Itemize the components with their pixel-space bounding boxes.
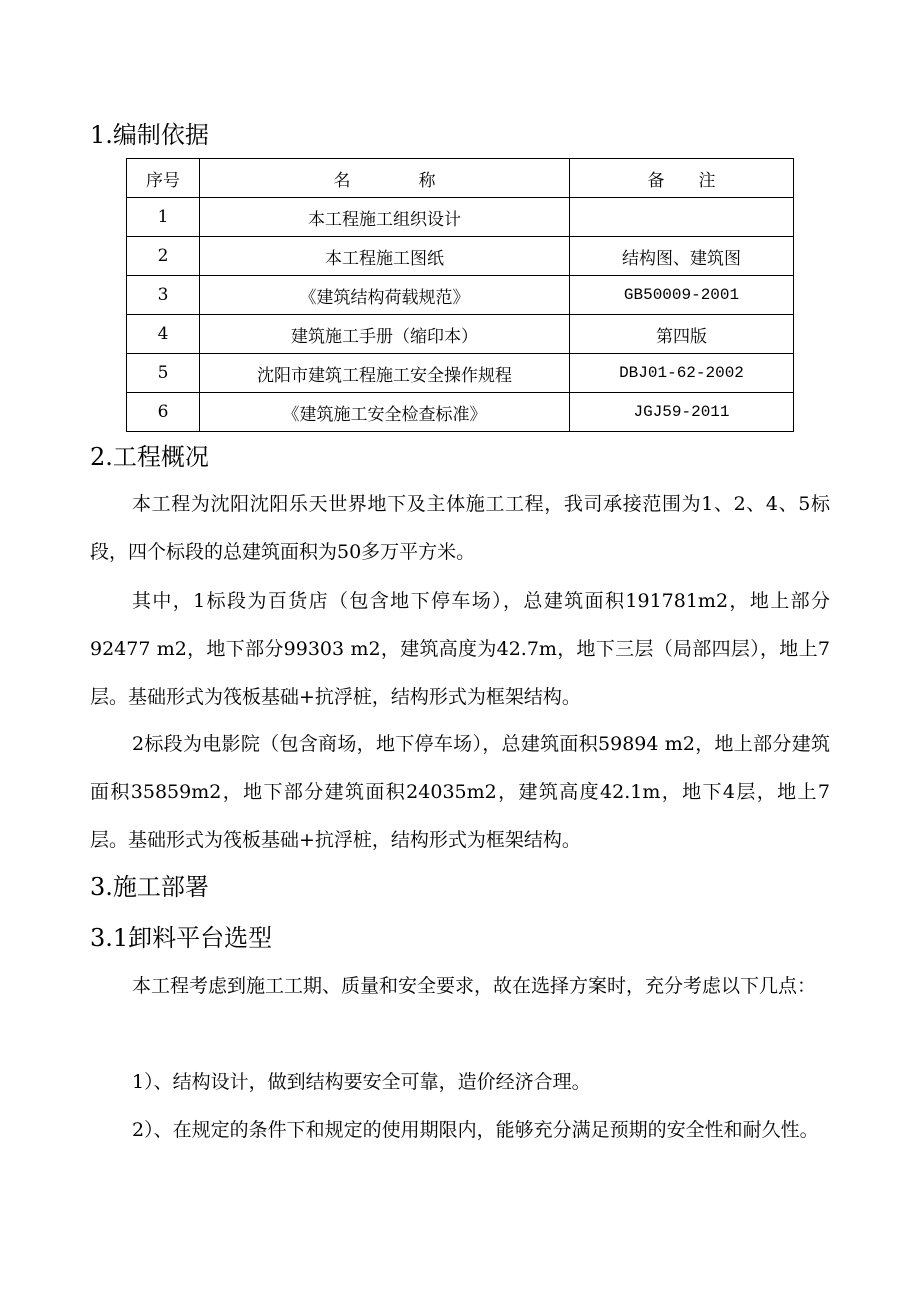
consideration-item-2: 2）、在规定的条件下和规定的使用期限内，能够充分满足预期的安全性和耐久性。	[132, 1119, 819, 1141]
row-name: 建筑施工手册（缩印本）	[200, 315, 570, 354]
table-row	[127, 237, 794, 276]
row-name: 《建筑结构荷载规范》	[200, 276, 570, 315]
deployment-paragraph: 本工程考虑到施工工期、质量和安全要求，故在选择方案时，充分考虑以下几点：	[132, 975, 817, 997]
section-2-heading: 2.工程概况	[90, 443, 209, 471]
overview-paragraph-2: 其中，1标段为百货店（包含地下停车场），总建筑面积191781m2，地上部分92477 m2，地下部分99303 m2，建筑高度为42.7m，地下三层（局部四层），地上7层。基础形式为筏板基础+抗浮桩，结构形式为框架结构。	[90, 590, 830, 708]
row-remarks: 第四版	[570, 315, 794, 354]
table-row	[127, 354, 794, 393]
row-number: 4	[127, 315, 200, 354]
row-number: 3	[127, 276, 200, 315]
row-remarks: 结构图、建筑图	[570, 237, 794, 276]
row-remarks: JGJ59-2011	[570, 393, 794, 432]
header-serial-number: 序号	[127, 159, 200, 198]
overview-paragraph-3: 2标段为电影院（包含商场，地下停车场），总建筑面积59894 m2，地上部分建筑面积35859m2，地下部分建筑面积24035m2，建筑高度42.1m，地下4层，地上7层。基础形式为筏板基础+抗浮桩，结构形式为框架结构。	[90, 733, 830, 851]
overview-paragraph-1: 本工程为沈阳沈阳乐天世界地下及主体施工工程，我司承接范围为1、2、4、5标段，四个标段的总建筑面积为50多万平方米。	[90, 493, 830, 563]
section-3-1-heading: 3.1卸料平台选型	[90, 924, 273, 952]
table-header-row	[127, 159, 794, 198]
consideration-item-1: 1）、结构设计，做到结构要安全可靠，造价经济合理。	[132, 1071, 591, 1093]
basis-table	[126, 158, 794, 432]
row-remarks: GB50009-2001	[570, 276, 794, 315]
row-remarks	[570, 198, 794, 237]
table-row	[127, 276, 794, 315]
row-name: 本工程施工组织设计	[200, 198, 570, 237]
row-remarks: DBJ01-62-2002	[570, 354, 794, 393]
row-number: 1	[127, 198, 200, 237]
row-number: 6	[127, 393, 200, 432]
table-row	[127, 315, 794, 354]
table-row	[127, 393, 794, 432]
header-name: 名 称	[200, 159, 570, 198]
row-name: 本工程施工图纸	[200, 237, 570, 276]
row-number: 5	[127, 354, 200, 393]
section-3-heading: 3.施工部署	[90, 873, 209, 901]
section-1-heading: 1.编制依据	[90, 121, 209, 149]
header-remarks: 备 注	[570, 159, 794, 198]
row-name: 沈阳市建筑工程施工安全操作规程	[200, 354, 570, 393]
row-name: 《建筑施工安全检查标准》	[200, 393, 570, 432]
table-row	[127, 198, 794, 237]
row-number: 2	[127, 237, 200, 276]
